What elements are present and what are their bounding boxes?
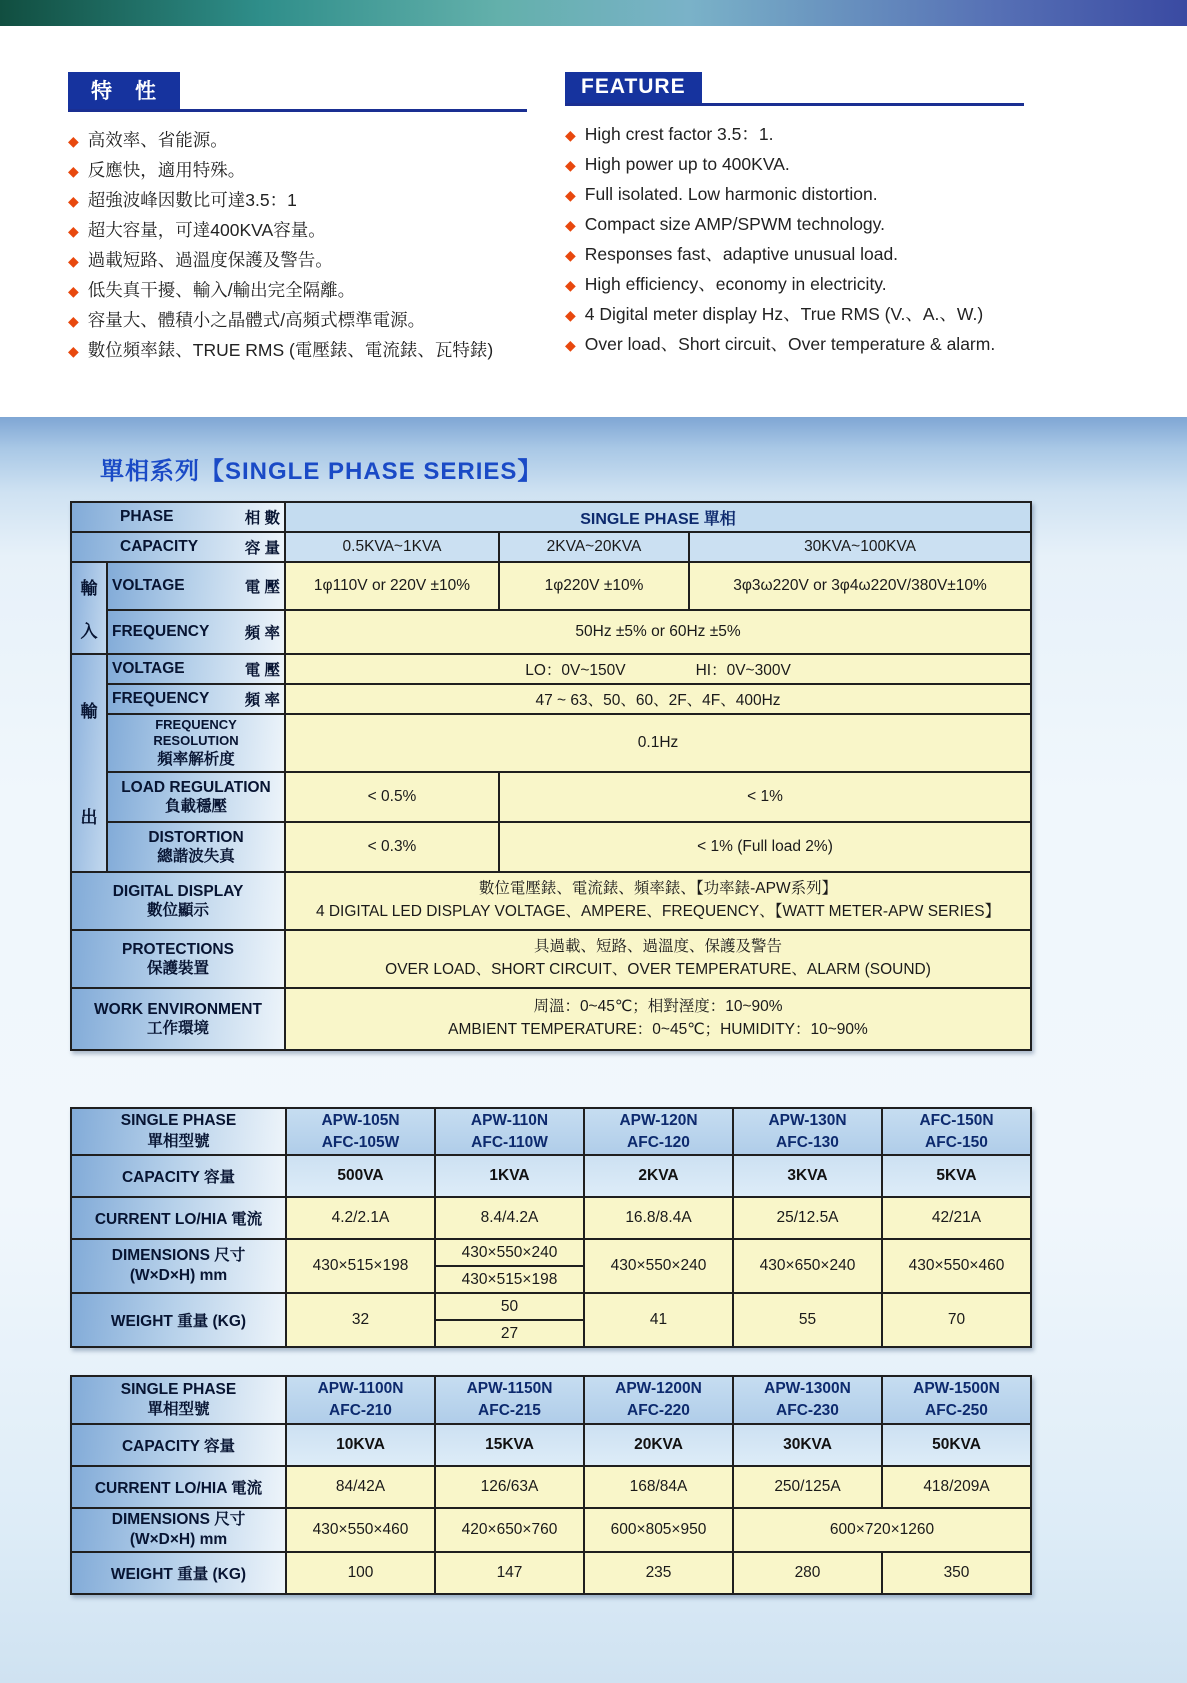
model-table-small-series: [70, 1107, 1187, 1348]
feature-text: 超大容量，可達400KVA容量。: [87, 220, 326, 240]
model-name-line: APW-105N: [321, 1111, 400, 1129]
value-cell: 600×720×1260: [733, 1508, 1031, 1552]
phase-label: PHASE 相 數: [71, 502, 285, 532]
value-cell: 42/21A: [882, 1197, 1031, 1239]
top-decorative-strip: [0, 0, 1187, 26]
model-name-line: AFC-120: [627, 1133, 690, 1151]
model-name-line: AFC-150N: [919, 1111, 994, 1129]
input-group-label: 輸 入: [71, 562, 107, 654]
model-header-label: [71, 1376, 286, 1423]
label-line: SINGLE PHASE: [120, 1380, 237, 1398]
feature-item: [68, 276, 527, 306]
input-voltage-3: 3φ3ω220V or 3φ4ω220V/380V±10%: [689, 562, 1031, 610]
model-name-cell: [435, 1108, 584, 1155]
split-value: 27: [500, 1325, 519, 1343]
diamond-bullet-icon: ◆: [68, 193, 79, 209]
input-frequency-value: 50Hz ±5% or 60Hz ±5%: [285, 610, 1031, 654]
value-cell: 420×650×760: [435, 1508, 584, 1552]
feature-text: 低失真干擾、輸入/輸出完全隔離。: [87, 280, 356, 300]
feature-text: 4 Digital meter display Hz、True RMS (V.、A.、W.): [584, 304, 984, 324]
model-name-line: AFC-130: [776, 1133, 839, 1151]
value-cell: 55: [733, 1293, 882, 1347]
value-cell: 30KVA: [733, 1424, 882, 1466]
model-name-cell: [584, 1376, 733, 1423]
value-cell: 280: [733, 1552, 882, 1594]
output-frequency-value: 47 ~ 63、50、60、2F、4F、400Hz: [285, 684, 1031, 714]
features-column-english: [565, 72, 1024, 417]
split-value: 50: [436, 1294, 583, 1321]
model-table-row: [71, 1239, 1031, 1293]
feature-text: 反應快，適用特殊。: [87, 160, 246, 180]
model-header-row: [71, 1108, 1031, 1155]
diamond-bullet-icon: ◆: [565, 217, 576, 233]
model-table-row: [71, 1197, 1031, 1239]
feature-item: [565, 150, 1024, 180]
features-column-chinese: [68, 72, 527, 417]
model-table-row: [71, 1293, 1031, 1347]
value-cell: 41: [584, 1293, 733, 1347]
feature-text: Responses fast、adaptive unusual load.: [584, 244, 899, 264]
row-label: CAPACITY 容量: [71, 1424, 286, 1466]
model-name-cell: [882, 1108, 1031, 1155]
feature-text: High power up to 400KVA.: [584, 154, 790, 174]
value-cell: 5KVA: [882, 1155, 1031, 1197]
diamond-bullet-icon: ◆: [68, 163, 79, 179]
model-name-line: AFC-105W: [321, 1133, 400, 1151]
model-name-cell: [435, 1376, 584, 1423]
feature-item: [68, 336, 527, 366]
feature-item: [565, 270, 1024, 300]
model-name-cell: [584, 1108, 733, 1155]
model-name-line: APW-130N: [768, 1111, 847, 1129]
input-voltage-1: 1φ110V or 220V ±10%: [285, 562, 499, 610]
label-line: (W×D×H) mm: [129, 1267, 228, 1285]
diamond-bullet-icon: ◆: [68, 313, 79, 329]
model-name-line: APW-1200N: [615, 1380, 702, 1398]
distortion-value-2: < 1% (Full load 2%): [499, 822, 1031, 872]
feature-text: 數位頻率錶、TRUE RMS (電壓錶、電流錶、瓦特錶): [87, 340, 494, 360]
value-cell: 430×650×240: [733, 1239, 882, 1293]
feature-text: 超強波峰因數比可達3.5：1: [87, 190, 297, 210]
load-regulation-value-2: < 1%: [499, 772, 1031, 822]
model-table-row: [71, 1466, 1031, 1508]
diamond-bullet-icon: ◆: [68, 283, 79, 299]
feature-text: Compact size AMP/SPWM technology.: [584, 214, 885, 234]
frequency-resolution-label: FREQUENCY RESOLUTION 頻率解析度: [107, 714, 285, 772]
model-name-cell: [882, 1376, 1031, 1423]
value-cell: 16.8/8.4A: [584, 1197, 733, 1239]
feature-text: High crest factor 3.5：1.: [584, 124, 774, 144]
feature-text: 高效率、省能源。: [87, 130, 228, 150]
value-cell: 430×515×198: [286, 1239, 435, 1293]
label-line: 單相型號: [147, 1132, 210, 1150]
value-cell: 1KVA: [435, 1155, 584, 1197]
label-line: 單相型號: [147, 1400, 210, 1418]
value-cell: 350: [882, 1552, 1031, 1594]
model-spec-table: [70, 1375, 1032, 1595]
value-cell: 8.4/4.2A: [435, 1197, 584, 1239]
feature-item: [565, 120, 1024, 150]
model-table-row: [71, 1508, 1031, 1552]
output-frequency-label: FREQUENCY 頻 率: [107, 684, 285, 714]
row-label: CURRENT LO/HIA 電流: [71, 1466, 286, 1508]
model-name-cell: [733, 1108, 882, 1155]
diamond-bullet-icon: ◆: [565, 157, 576, 173]
diamond-bullet-icon: ◆: [68, 223, 79, 239]
diamond-bullet-icon: ◆: [565, 127, 576, 143]
capacity-range-1: 0.5KVA~1KVA: [285, 532, 499, 562]
diamond-bullet-icon: ◆: [68, 343, 79, 359]
input-voltage-2: 1φ220V ±10%: [499, 562, 689, 610]
diamond-bullet-icon: ◆: [565, 187, 576, 203]
feature-text: Full isolated. Low harmonic distortion.: [584, 184, 878, 204]
value-cell: 10KVA: [286, 1424, 435, 1466]
feature-text: 容量大、體積小之晶體式/高頻式標準電源。: [87, 310, 426, 330]
split-value: 430×515×198: [461, 1271, 558, 1289]
specification-table: [70, 501, 1032, 1051]
row-label: [71, 1508, 286, 1552]
features-english-list: [565, 120, 1024, 360]
value-cell: 126/63A: [435, 1466, 584, 1508]
distortion-label: DISTORTION 總諧波失真: [107, 822, 285, 872]
model-name-line: APW-120N: [619, 1111, 698, 1129]
diamond-bullet-icon: ◆: [565, 247, 576, 263]
model-table-row: [71, 1424, 1031, 1466]
feature-item: [68, 246, 527, 276]
feature-item: [565, 180, 1024, 210]
value-cell: 15KVA: [435, 1424, 584, 1466]
feature-text: 過載短路、過溫度保護及警告。: [87, 250, 333, 270]
features-chinese-title: 特 性: [68, 72, 180, 109]
split-value: 430×550×240: [436, 1240, 583, 1267]
capacity-label: CAPACITY 容 量: [71, 532, 285, 562]
value-cell: 168/84A: [584, 1466, 733, 1508]
work-environment-label: WORK ENVIRONMENT 工作環境: [71, 988, 285, 1050]
frequency-resolution-value: 0.1Hz: [285, 714, 1031, 772]
model-name-line: AFC-110W: [471, 1133, 548, 1151]
value-cell: 430×550×240: [584, 1239, 733, 1293]
feature-text: High efficiency、economy in electricity.: [584, 274, 887, 294]
value-cell: 430×550×460: [882, 1239, 1031, 1293]
value-cell: 4.2/2.1A: [286, 1197, 435, 1239]
model-table-row: [71, 1155, 1031, 1197]
model-table-large-series: [70, 1375, 1187, 1595]
model-name-line: AFC-220: [627, 1401, 690, 1419]
features-chinese-list: [68, 126, 527, 366]
feature-item: [565, 330, 1024, 360]
model-name-line: APW-1100N: [317, 1380, 404, 1398]
value-cell: [435, 1239, 584, 1293]
protections-value: 具過載、短路、過溫度、保護及警告 OVER LOAD、SHORT CIRCUIT、OVER TEMPERATURE、ALARM (SOUND): [285, 930, 1031, 988]
diamond-bullet-icon: ◆: [565, 337, 576, 353]
output-group-label: 輸 出: [71, 654, 107, 872]
value-cell: 20KVA: [584, 1424, 733, 1466]
value-cell: 147: [435, 1552, 584, 1594]
value-cell: 70: [882, 1293, 1031, 1347]
label-line: SINGLE PHASE: [120, 1112, 237, 1130]
model-name-line: APW-1150N: [466, 1380, 553, 1398]
value-cell: 418/209A: [882, 1466, 1031, 1508]
value-cell: 3KVA: [733, 1155, 882, 1197]
series-title: 單相系列【SINGLE PHASE SERIES】: [100, 458, 543, 485]
value-cell: 32: [286, 1293, 435, 1347]
model-spec-table: [70, 1107, 1032, 1348]
row-label: [71, 1239, 286, 1293]
feature-item: [68, 306, 527, 336]
diamond-bullet-icon: ◆: [565, 277, 576, 293]
feature-item: [565, 300, 1024, 330]
label-line: DIMENSIONS 尺寸: [111, 1510, 246, 1528]
value-cell: 500VA: [286, 1155, 435, 1197]
capacity-range-3: 30KVA~100KVA: [689, 532, 1031, 562]
model-header-row: [71, 1376, 1031, 1423]
digital-display-label: DIGITAL DISPLAY 數位顯示: [71, 872, 285, 930]
label-line: (W×D×H) mm: [129, 1530, 228, 1548]
features-english-title: FEATURE: [565, 72, 702, 103]
load-regulation-label: LOAD REGULATION 負載穩壓: [107, 772, 285, 822]
row-label: WEIGHT 重量 (KG): [71, 1552, 286, 1594]
feature-item: [565, 240, 1024, 270]
label-line: DIMENSIONS 尺寸: [111, 1247, 246, 1265]
load-regulation-value-1: < 0.5%: [285, 772, 499, 822]
model-name-line: AFC-210: [329, 1401, 392, 1419]
distortion-value-1: < 0.3%: [285, 822, 499, 872]
digital-display-value: 數位電壓錶、電流錶、頻率錶、【功率錶-APW系列】 4 DIGITAL LED DISPLAY VOLTAGE、AMPERE、FREQUENCY、【WATT METER-APW SERIES】: [285, 872, 1031, 930]
protections-label: PROTECTIONS 保護裝置: [71, 930, 285, 988]
diamond-bullet-icon: ◆: [565, 307, 576, 323]
diamond-bullet-icon: ◆: [68, 133, 79, 149]
model-name-line: APW-110N: [470, 1111, 549, 1129]
specs-section: [0, 417, 1187, 1683]
model-name-line: APW-1300N: [764, 1380, 851, 1398]
model-name-line: AFC-215: [478, 1401, 541, 1419]
value-cell: 600×805×950: [584, 1508, 733, 1552]
model-header-label: [71, 1108, 286, 1155]
phase-value: SINGLE PHASE 單相: [285, 502, 1031, 532]
value-cell: 84/42A: [286, 1466, 435, 1508]
value-cell: 25/12.5A: [733, 1197, 882, 1239]
model-name-line: AFC-230: [776, 1401, 839, 1419]
value-cell: [435, 1293, 584, 1347]
row-label: WEIGHT 重量 (KG): [71, 1293, 286, 1347]
features-chinese-header: [68, 72, 527, 112]
value-cell: 100: [286, 1552, 435, 1594]
feature-item: [565, 210, 1024, 240]
value-cell: 235: [584, 1552, 733, 1594]
model-name-line: APW-1500N: [913, 1380, 1000, 1398]
input-voltage-label: VOLTAGE 電 壓: [107, 562, 285, 610]
feature-item: [68, 186, 527, 216]
work-environment-value: 周溫：0~45℃；相對溼度：10~90% AMBIENT TEMPERATURE：0~45℃；HUMIDITY：10~90%: [285, 988, 1031, 1050]
model-name-line: AFC-250: [925, 1401, 988, 1419]
value-cell: 430×550×460: [286, 1508, 435, 1552]
features-english-header: [565, 72, 1024, 106]
row-label: CURRENT LO/HIA 電流: [71, 1197, 286, 1239]
row-label: CAPACITY 容量: [71, 1155, 286, 1197]
output-voltage-value: LO：0V~150V HI：0V~300V: [285, 654, 1031, 684]
model-name-line: AFC-150: [925, 1133, 988, 1151]
model-name-cell: [733, 1376, 882, 1423]
input-frequency-label: FREQUENCY 頻 率: [107, 610, 285, 654]
model-table-row: [71, 1552, 1031, 1594]
value-cell: 50KVA: [882, 1424, 1031, 1466]
value-cell: 250/125A: [733, 1466, 882, 1508]
diamond-bullet-icon: ◆: [68, 253, 79, 269]
value-cell: 2KVA: [584, 1155, 733, 1197]
output-voltage-label: VOLTAGE 電 壓: [107, 654, 285, 684]
capacity-range-2: 2KVA~20KVA: [499, 532, 689, 562]
feature-item: [68, 216, 527, 246]
model-name-cell: [286, 1376, 435, 1423]
features-section: [0, 26, 1187, 417]
model-name-cell: [286, 1108, 435, 1155]
feature-item: [68, 126, 527, 156]
feature-text: Over load、Short circuit、Over temperature & alarm.: [584, 334, 996, 354]
feature-item: [68, 156, 527, 186]
